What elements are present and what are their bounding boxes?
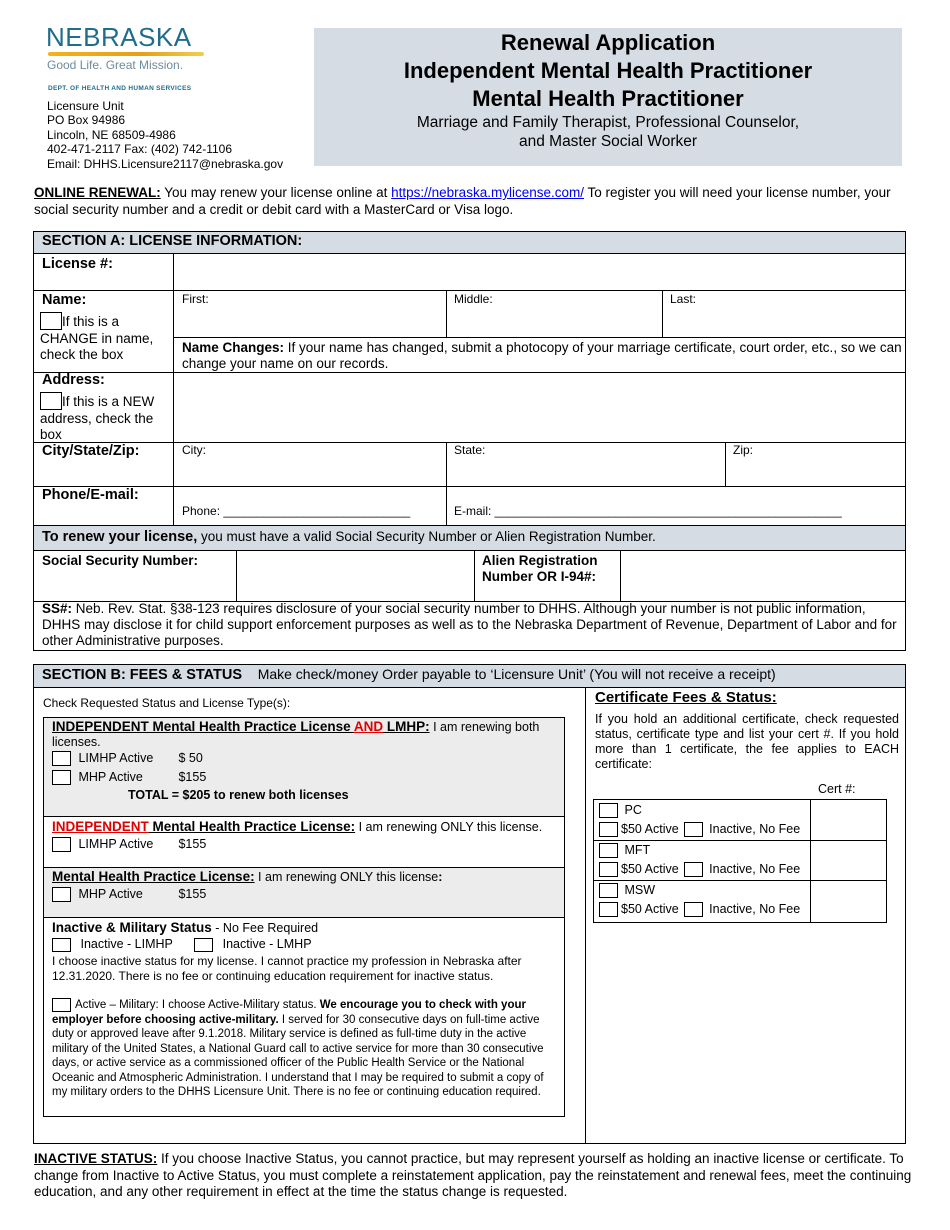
- certificate-fees-title: Certificate Fees & Status:: [595, 689, 777, 706]
- name-change-checkbox[interactable]: [40, 312, 62, 330]
- limhp-only-checkbox[interactable]: [52, 837, 71, 852]
- email-field[interactable]: E-mail: ____________________________________________________: [454, 504, 842, 518]
- msw-cert-number-field[interactable]: [811, 881, 887, 922]
- renewal-link[interactable]: https://nebraska.mylicense.com/: [391, 185, 584, 200]
- cert-row-mft: MFT: [599, 843, 650, 858]
- last-name-field[interactable]: [662, 291, 905, 337]
- first-name-label: First:: [182, 292, 209, 306]
- active-military-checkbox[interactable]: [52, 998, 71, 1012]
- cert-row-pc: PC: [599, 803, 642, 818]
- phone-email-label: Phone/E-mail:: [42, 487, 139, 503]
- address-field[interactable]: [174, 373, 905, 442]
- msw-active-checkbox[interactable]: [599, 902, 618, 917]
- certificate-fees-text: If you hold an additional certificate, check requested status, certificate type and list your cert #. If you hold more than 1 certificate, the fee applies to EACH certificate:: [595, 712, 899, 771]
- form-subtitle: Marriage and Family Therapist, Professional Counselor,: [416, 114, 800, 131]
- logo-tagline: Good Life. Great Mission.: [47, 58, 184, 72]
- phone-field[interactable]: Phone: ____________________________: [182, 504, 411, 518]
- check-status-label: Check Requested Status and License Type(s):: [43, 696, 291, 710]
- inactive-limhp-checkbox[interactable]: [52, 938, 71, 952]
- middle-name-field[interactable]: [446, 291, 662, 337]
- state-label: State:: [454, 443, 486, 457]
- city-label: City:: [182, 443, 206, 457]
- name-change-note: If this is a CHANGE in name, check the box: [40, 314, 154, 362]
- license-options-box: INDEPENDENT Mental Health Practice License AND LMHP: I am renewing both licenses. LIMHP Active $ 50 MHP Active $155 TOTAL = $205 to renew both licenses INDEPENDENT Mental Health Practice License: I am renewing ONLY this license. LIMHP Active $155 Mental Health Practice License: I am renewing ONLY this license: MHP Active $155 Inactive & Military Status - No Fee Required Inactive - LIMHP Inactive - LMHP I choose inactive status for my license. I cannot practice my profession in Nebraska after 12.31.2020. There is no fee or continuing education requirement for inactive status. Active – Military: I choose Active-Military status. We encourage you to check with your employer before choosing active-military. I served for 30 consecutive days on full-time active duty or approved leave after 9.1.2018. Military service is defined as full-time duty in the active military of the United States, a National Guard call to active service for more than 30 consecutive days, or active service as a commissioned officer of the Public Health Service or the National Oceanic and Atmospheric Administration. I understand that I may be required to submit a copy of my military orders to the DHHS Licensure Unit. There is no fee or continuing education required.: [43, 717, 565, 1117]
- form-title-line2: Independent Mental Health Practitioner: [403, 58, 813, 83]
- independent-only-option: INDEPENDENT Mental Health Practice License: I am renewing ONLY this license.: [52, 819, 543, 834]
- logo-dept: DEPT. OF HEALTH AND HUMAN SERVICES: [48, 85, 192, 92]
- form-title: Renewal Application: [500, 30, 716, 55]
- both-licenses-option: INDEPENDENT Mental Health Practice License AND LMHP: I am renewing both licenses. LIMHP Active $ 50 MHP Active $155 TOTAL = $205 to renew both licenses: [44, 718, 564, 816]
- active-military-statement: Active – Military: I choose Active-Military status. We encourage you to check with your employer before choosing active-military. I served for 30 consecutive days on full-time active duty or approved leave after 9.1.2018. Military service is defined as full-time duty in the active military of the United States, a National Guard call to active service for more than 30 consecutive days, or active service as a commissioned officer of the Public Health Service or the National Oceanic and Atmospheric Administration. I understand that I may be required to submit a copy of my military orders to the DHHS Licensure Unit. There is no fee or continuing education required.: [52, 999, 544, 1099]
- both-limhp-checkbox[interactable]: [52, 751, 71, 766]
- mft-active-checkbox[interactable]: [599, 862, 618, 877]
- mft-checkbox[interactable]: [599, 843, 618, 858]
- alien-registration-label: Alien Registration Number OR I-94#:: [482, 553, 598, 584]
- agency-address: Licensure Unit PO Box 94986 Lincoln, NE 68509-4986 402-471-2117 Fax: (402) 742-1106 Email: DHHS.Licensure2117@nebraska.gov: [47, 99, 284, 171]
- section-a: [33, 231, 906, 651]
- both-mhp-checkbox[interactable]: [52, 770, 71, 785]
- middle-name-label: Middle:: [454, 292, 493, 306]
- pc-checkbox[interactable]: [599, 803, 618, 818]
- pc-active-checkbox[interactable]: [599, 822, 618, 837]
- mft-inactive-checkbox[interactable]: [684, 862, 703, 877]
- form-title-line3: Mental Health Practitioner: [472, 86, 744, 111]
- inactive-status-note: INACTIVE STATUS: If you choose Inactive Status, you cannot practice, but may represent yourself as holding an inactive license or certificate. To change from Inactive to Active Status, you must complete a reinstatement application, pay the reinstatement and renewal fees, meet the continuing education, and any other requirement in effect at the time the status change is requested.: [34, 1151, 912, 1199]
- ssn-disclosure: SS#: Neb. Rev. Stat. §38-123 requires disclosure of your social security number to DHHS. Although your number is not public information, DHHS may disclose it for child support enforcement purposes as well as to the Nebraska Department of Revenue, Department of Labor and for other Administrative purposes.: [42, 601, 897, 648]
- pc-inactive-checkbox[interactable]: [684, 822, 703, 837]
- ssn-label: Social Security Number:: [42, 553, 199, 568]
- section-a-title: SECTION A: LICENSE INFORMATION:: [42, 233, 303, 249]
- msw-checkbox[interactable]: [599, 883, 618, 898]
- ssn-field[interactable]: [236, 551, 474, 601]
- address-change-note: If this is a NEW address, check the box: [40, 394, 155, 442]
- license-label: License #:: [42, 256, 113, 272]
- certificate-table: PC $50 Active Inactive, No Fee MFT $50 Active Inactive, No Fee MSW $50 Active Inactive, No Fee: [593, 799, 887, 923]
- pc-cert-number-field[interactable]: [811, 800, 887, 840]
- renew-requirement: To renew your license, you must have a valid Social Security Number or Alien Registration Number.: [42, 529, 656, 545]
- msw-inactive-checkbox[interactable]: [684, 902, 703, 917]
- cert-row-msw: MSW: [599, 883, 655, 898]
- name-label: Name:: [42, 292, 87, 308]
- first-name-field[interactable]: [174, 291, 446, 337]
- city-state-zip-label: City/State/Zip:: [42, 443, 140, 459]
- city-field[interactable]: [174, 443, 446, 486]
- last-name-label: Last:: [670, 292, 697, 306]
- form-subtitle-line2: and Master Social Worker: [518, 133, 698, 150]
- license-number-field[interactable]: [174, 254, 905, 290]
- address-label: Address:: [42, 372, 105, 388]
- form-title-box: [314, 28, 902, 166]
- inactive-lmhp-checkbox[interactable]: [194, 938, 213, 952]
- cert-number-label: Cert #:: [818, 782, 856, 796]
- mft-cert-number-field[interactable]: [811, 841, 887, 880]
- zip-label: Zip:: [733, 443, 754, 457]
- alien-registration-field[interactable]: [620, 551, 905, 601]
- logo-wordmark: NEBRASKA: [46, 22, 192, 52]
- inactive-statement: I choose inactive status for my license. I cannot practice my profession in Nebraska after 12.31.2020. There is no fee or continuing education requirement for inactive status.: [52, 954, 522, 983]
- new-address-checkbox[interactable]: [40, 392, 62, 410]
- online-renewal-note: ONLINE RENEWAL: You may renew your license online at https://nebraska.mylicense.com/ To register you will need your license number, your social security number and a credit or debit card with a MasterCard or Visa logo.: [34, 185, 891, 217]
- section-b-header: SECTION B: FEES & STATUS Make check/money Order payable to ‘Licensure Unit’ (You will not receive a receipt): [42, 666, 776, 683]
- logo-swoosh-icon: [48, 52, 204, 56]
- name-changes-note: Name Changes: If your name has changed, submit a photocopy of your marriage certificate, court order, etc., so we can change your name on our records.: [182, 340, 902, 371]
- inactive-military-option: Inactive & Military Status - No Fee Required: [52, 920, 319, 935]
- mhp-only-checkbox[interactable]: [52, 887, 71, 902]
- both-total: TOTAL = $205 to renew both licenses: [128, 788, 349, 802]
- section-b: [33, 664, 906, 1144]
- zip-field[interactable]: [725, 443, 905, 486]
- mhp-only-option: Mental Health Practice License: I am renewing ONLY this license: MHP Active $155: [44, 868, 564, 917]
- state-field[interactable]: [446, 443, 725, 486]
